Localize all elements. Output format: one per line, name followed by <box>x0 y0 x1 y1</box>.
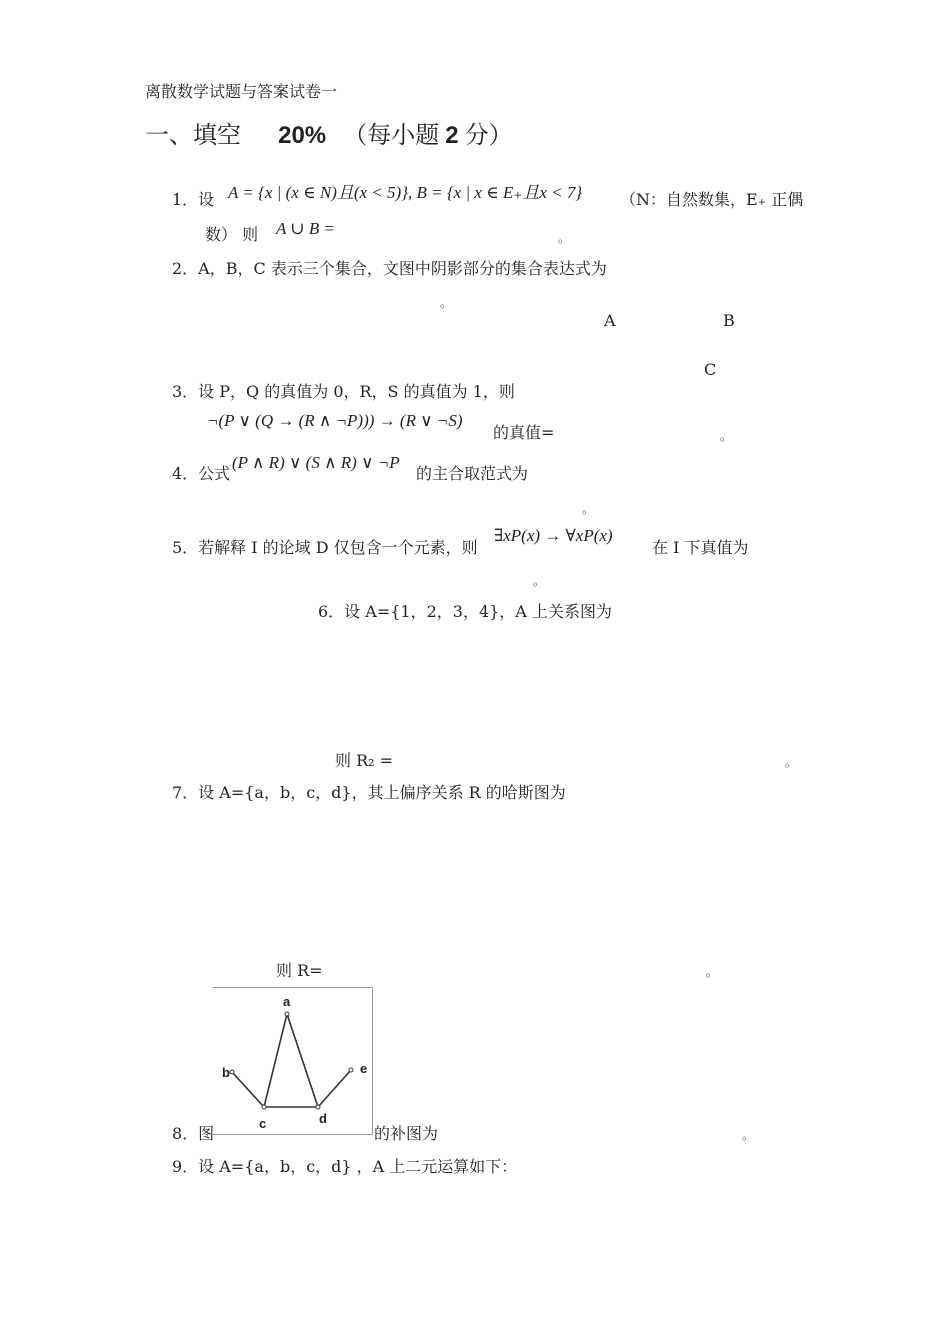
node-label-d: d <box>319 1111 327 1126</box>
section-label: 一、填空 <box>145 121 241 149</box>
node-label-e: e <box>360 1061 368 1076</box>
q6-end: 。 <box>785 755 798 769</box>
q9-text: 9．设 A={a，b，c，d} ，A 上二元运算如下： <box>172 1157 518 1176</box>
document-title: 离散数学试题与答案试卷一 <box>145 82 338 101</box>
q1-end: 。 <box>558 231 571 245</box>
q1-note: （N：自然数集，E₊ 正偶 <box>620 190 804 209</box>
q6-then: 则 R₂ = <box>335 751 394 770</box>
edge-b-c <box>232 1072 264 1107</box>
q4-end: 。 <box>582 502 595 516</box>
q5-suffix: 在 I 下真值为 <box>652 538 749 557</box>
q7-then: 则 R= <box>276 961 323 980</box>
q8-prefix: 8．图 <box>172 1124 215 1143</box>
q1-expression: A ∪ B = <box>276 219 335 238</box>
edge-d-e <box>318 1070 351 1107</box>
node-c <box>262 1105 266 1109</box>
q5-formula: ∃xP(x) → ∀xP(x) <box>494 526 613 545</box>
edge-a-c <box>264 1014 287 1107</box>
section-points: 2 <box>445 122 459 149</box>
q3-suffix: 的真值= <box>493 423 555 442</box>
graph-edges <box>232 1014 351 1107</box>
q3-formula: ¬(P ∨ (Q → (R ∧ ¬P))) → (R ∨ ¬S) <box>207 411 463 430</box>
q4-text: 4．公式 <box>172 464 231 483</box>
venn-label-c: C <box>704 360 717 379</box>
edge-a-d <box>287 1014 318 1107</box>
section-unit: 分） <box>464 121 513 149</box>
q7-text: 7．设 A={a，b，c，d}，其上偏序关系 R 的哈斯图为 <box>172 783 566 802</box>
node-label-a: a <box>283 994 291 1009</box>
q4-formula: (P ∧ R) ∨ (S ∧ R) ∨ ¬P <box>232 453 400 472</box>
q5-end: 。 <box>533 574 546 588</box>
q8-suffix: 的补图为 <box>374 1124 439 1143</box>
q4-suffix: 的主合取范式为 <box>416 464 529 483</box>
q8-end: 。 <box>742 1128 755 1142</box>
venn-label-b: B <box>723 311 735 330</box>
q1-formula: A = {x | (x ∈ N)且(x < 5)}, B = {x | x ∈ E₊且x < 7} <box>228 183 583 202</box>
section-percent: 20% <box>278 122 327 149</box>
node-a <box>285 1012 289 1016</box>
q5-text: 5．若解释 I 的论域 D 仅包含一个元素，则 <box>172 538 478 557</box>
node-label-c: c <box>259 1116 267 1131</box>
q3-end: 。 <box>720 429 733 443</box>
q8-graph <box>213 988 373 1136</box>
node-label-b: b <box>222 1065 230 1080</box>
node-e <box>349 1068 353 1072</box>
q6-text: 6．设 A={1，2，3，4}，A 上关系图为 <box>318 602 612 621</box>
q1-number: 1．设 <box>172 190 215 209</box>
section-heading <box>145 115 513 150</box>
q1-continuation: 数） 则 <box>205 225 259 244</box>
node-d <box>316 1105 320 1109</box>
q2-end: 。 <box>440 296 453 310</box>
q2-text: 2．A，B，C 表示三个集合，文图中阴影部分的集合表达式为 <box>172 259 607 278</box>
q8-graph-frame <box>213 987 373 1135</box>
node-b <box>230 1070 234 1074</box>
section-note: （每小题 <box>343 121 440 149</box>
venn-label-a: A <box>604 311 616 330</box>
q3-text: 3．设 P，Q 的真值为 0，R，S 的真值为 1，则 <box>172 382 515 401</box>
q7-end: 。 <box>706 965 719 979</box>
